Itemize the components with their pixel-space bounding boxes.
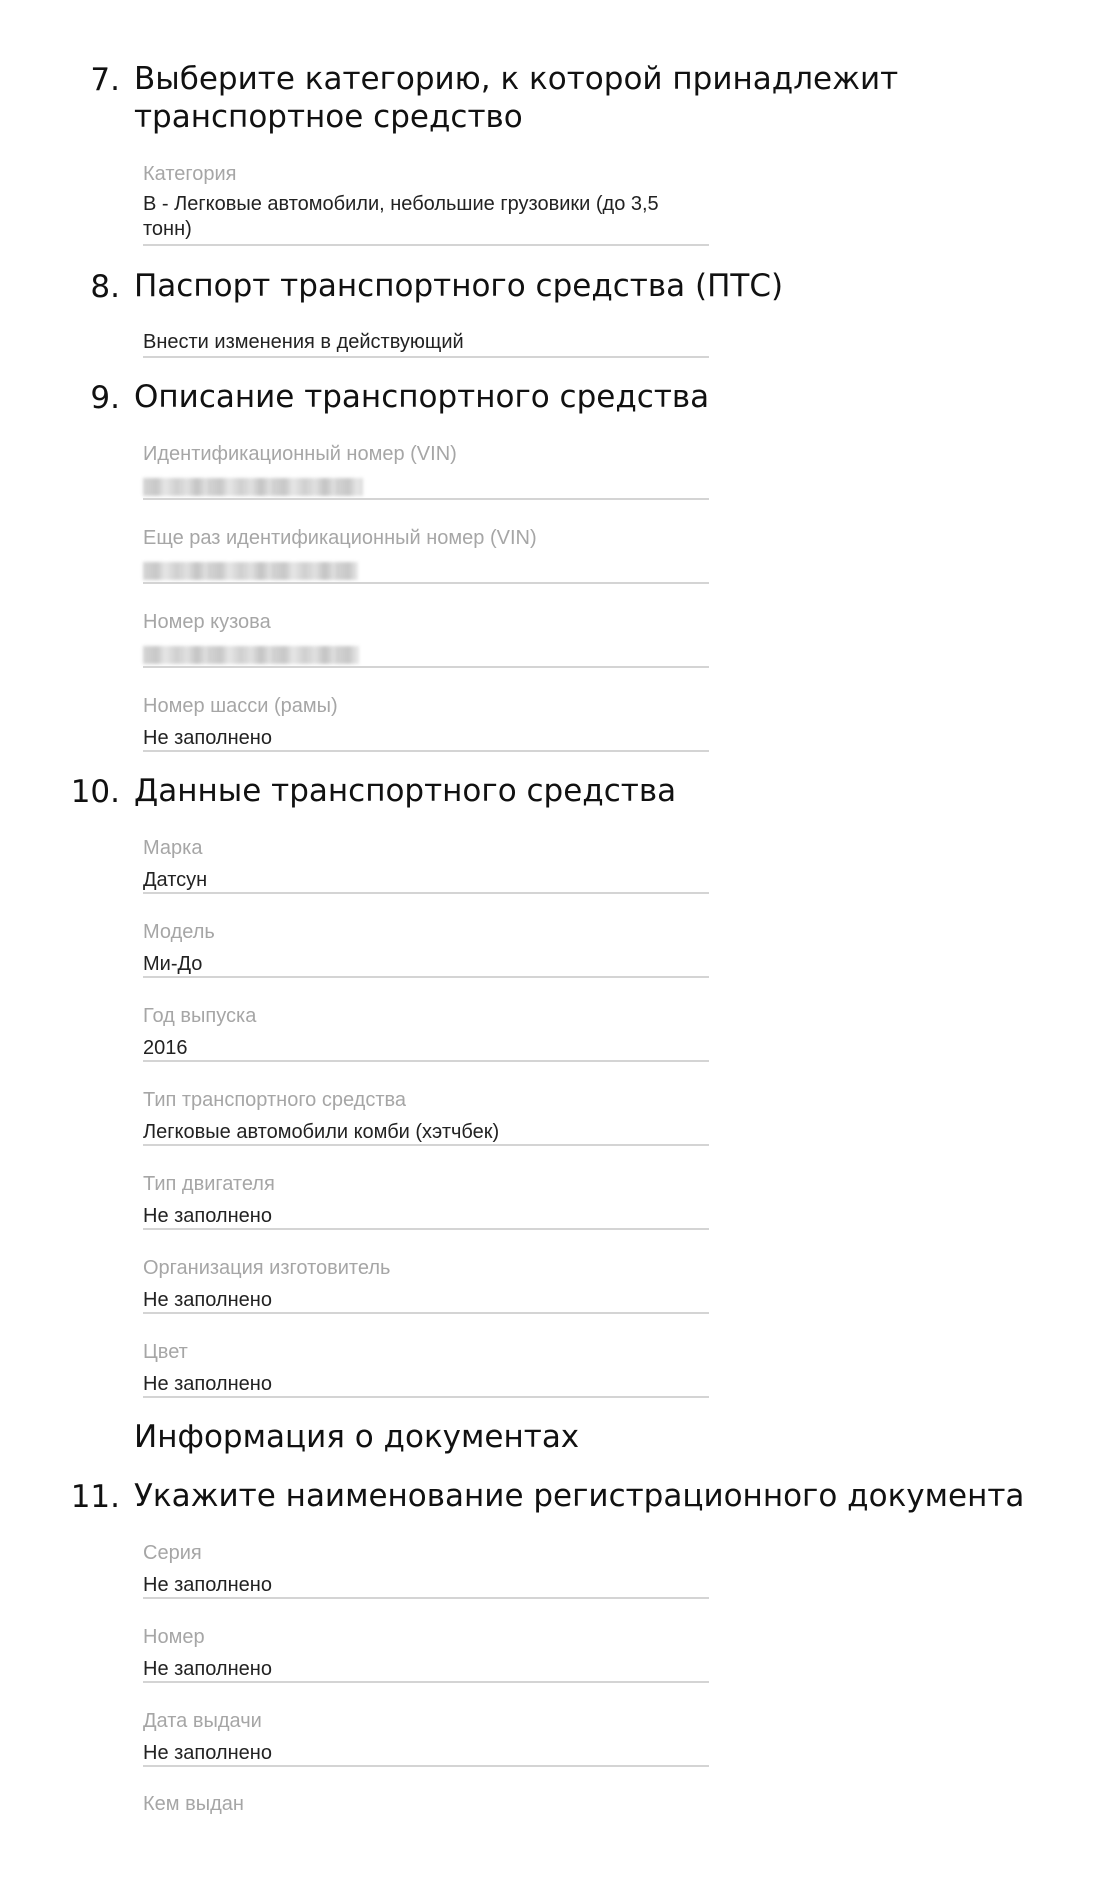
field-label: Серия	[143, 1542, 202, 1564]
field-underline	[143, 750, 709, 752]
field-label: Идентификационный номер (VIN)	[143, 443, 457, 465]
issued-by-field[interactable]	[143, 1792, 709, 1816]
field-label: Номер кузова	[143, 611, 271, 633]
field-underline	[143, 1681, 709, 1683]
field-value: B - Легковые автомобили, небольшие грузовики (до 3,5 тонн)	[143, 193, 659, 240]
field-underline	[143, 582, 709, 584]
engine-type-field[interactable]	[143, 1172, 709, 1228]
field-underline	[143, 1597, 709, 1599]
field-label: Еще раз идентификационный номер (VIN)	[143, 527, 537, 549]
field-value: Не заполнено	[143, 1289, 272, 1311]
field-value: Не заполнено	[143, 1574, 272, 1596]
field-value: 2016	[143, 1037, 188, 1059]
pts-field[interactable]	[143, 330, 709, 354]
field-value: Не заполнено	[143, 727, 272, 749]
field-underline	[143, 1765, 709, 1767]
chassis-number-field[interactable]	[143, 694, 709, 750]
field-label: Модель	[143, 921, 215, 943]
field-underline	[143, 1228, 709, 1230]
section-title: Описание транспортного средства	[134, 379, 710, 415]
field-label: Кем выдан	[143, 1793, 244, 1815]
field-underline	[143, 244, 709, 246]
field-underline	[143, 1144, 709, 1146]
section-number: 11.	[70, 1479, 120, 1515]
section-number: 9.	[90, 380, 120, 416]
field-underline	[143, 1312, 709, 1314]
section-number: 10.	[70, 774, 120, 810]
color-field[interactable]	[143, 1340, 709, 1396]
field-value: Не заполнено	[143, 1205, 272, 1227]
field-label: Дата выдачи	[143, 1710, 262, 1732]
section-number: 7.	[90, 62, 120, 98]
field-label: Цвет	[143, 1341, 188, 1363]
field-value: Внести изменения в действующий	[143, 331, 464, 353]
field-underline	[143, 892, 709, 894]
field-label: Марка	[143, 837, 203, 859]
field-label: Организация изготовитель	[143, 1257, 391, 1279]
field-underline	[143, 498, 709, 500]
manufacturer-field[interactable]	[143, 1256, 709, 1312]
field-underline	[143, 976, 709, 978]
field-label: Номер шасси (рамы)	[143, 695, 338, 717]
section-title: Данные транспортного средства	[134, 773, 677, 809]
section-title: Укажите наименование регистрационного документа	[134, 1478, 1025, 1514]
vehicle-type-field[interactable]	[143, 1088, 709, 1144]
year-field[interactable]	[143, 1004, 709, 1060]
field-value: Не заполнено	[143, 1373, 272, 1395]
field-label: Год выпуска	[143, 1005, 257, 1027]
field-value: Не заполнено	[143, 1658, 272, 1680]
vin-field[interactable]	[143, 442, 709, 502]
section-title: Выберите категорию, к которой принадлежит транспортное средство	[134, 61, 899, 135]
issue-date-field[interactable]	[143, 1709, 709, 1765]
number-field[interactable]	[143, 1625, 709, 1681]
field-label: Категория	[143, 163, 237, 185]
field-value: Датсун	[143, 869, 208, 891]
section-title: Паспорт транспортного средства (ПТС)	[134, 268, 784, 304]
field-label: Номер	[143, 1626, 205, 1648]
field-underline	[143, 666, 709, 668]
field-underline	[143, 1396, 709, 1398]
series-field[interactable]	[143, 1541, 709, 1597]
body-number-field[interactable]	[143, 610, 709, 670]
field-value: Легковые автомобили комби (хэтчбек)	[143, 1121, 500, 1143]
model-field[interactable]	[143, 920, 709, 976]
brand-field[interactable]	[143, 836, 709, 892]
field-underline	[143, 1060, 709, 1062]
section-title: Информация о документах	[134, 1419, 580, 1455]
category-field[interactable]	[143, 162, 709, 242]
field-label: Тип двигателя	[143, 1173, 275, 1195]
field-underline	[143, 356, 709, 358]
section-number: 8.	[90, 269, 120, 305]
vin-repeat-field[interactable]	[143, 526, 709, 586]
field-label: Тип транспортного средства	[143, 1089, 407, 1111]
field-value: Не заполнено	[143, 1742, 272, 1764]
field-value: Ми-До	[143, 953, 203, 975]
